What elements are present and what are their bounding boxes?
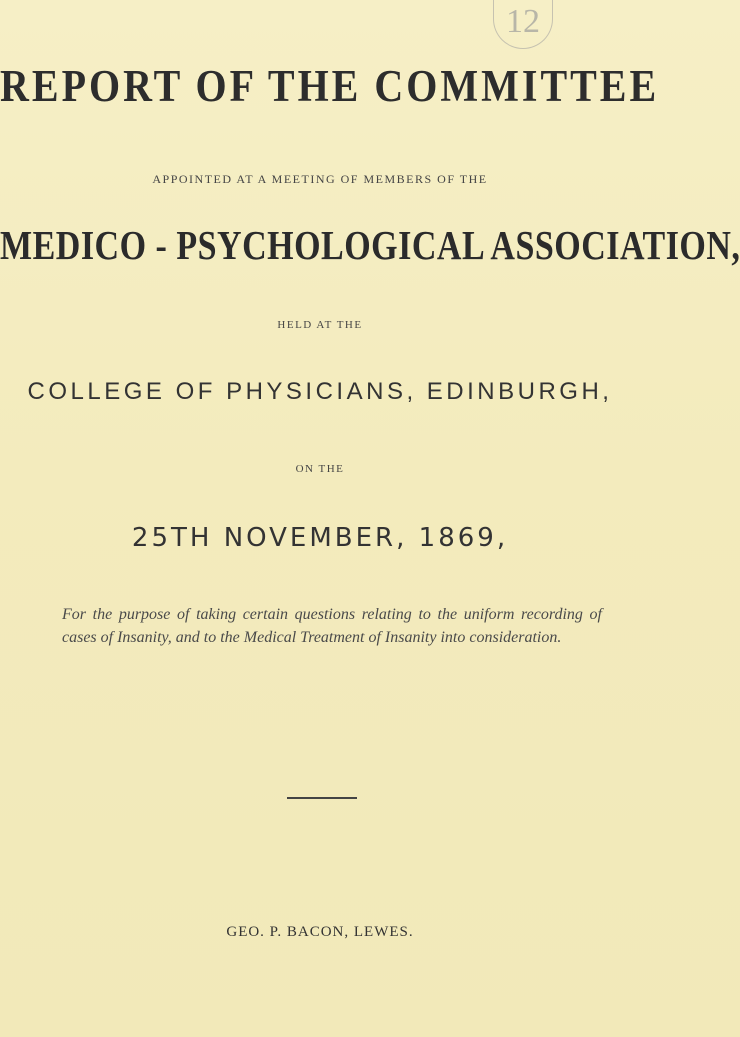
- report-title: REPORT OF THE COMMITTEE: [0, 59, 660, 112]
- divider-rule: [287, 797, 357, 799]
- page-number-text: 12: [493, 0, 553, 49]
- meeting-date: 25TH NOVEMBER, 1869,: [131, 523, 509, 553]
- appointed-line: APPOINTED AT A MEETING OF MEMBERS OF THE: [152, 172, 488, 186]
- held-at-line: HELD AT THE: [277, 319, 363, 331]
- on-the-line: ON THE: [295, 463, 345, 475]
- association-name: MEDICO - PSYCHOLOGICAL ASSOCIATION,: [0, 224, 740, 269]
- purpose-statement: For the purpose of taking certain questions relating to the uniform recording of cases of Insanity, and to the Medical Treatment of Insanity into consideration.: [62, 606, 602, 646]
- college-name: COLLEGE OF PHYSICIANS, EDINBURGH,: [27, 378, 613, 405]
- page-number: [478, 0, 568, 52]
- publisher-imprint: GEO. P. BACON, LEWES.: [226, 924, 414, 940]
